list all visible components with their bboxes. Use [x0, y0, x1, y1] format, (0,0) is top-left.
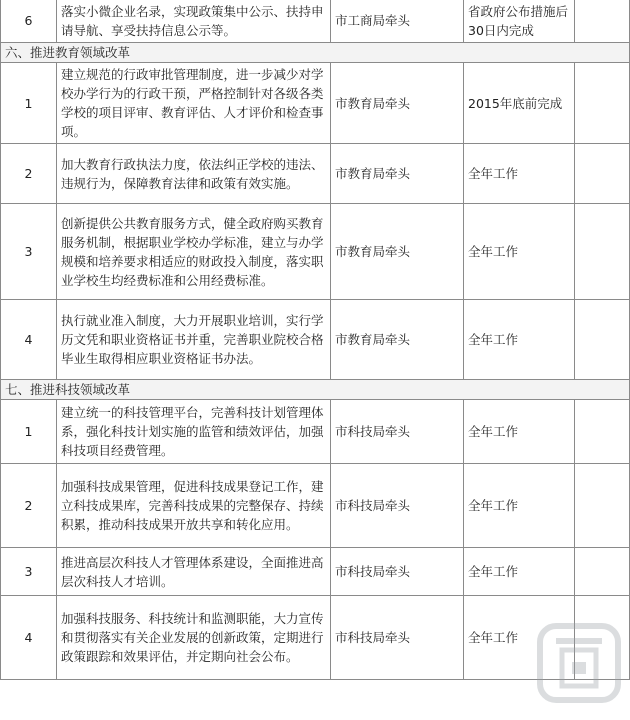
task-description: 加强科技成果管理，促进科技成果登记工作，建立科技成果库，完善科技成果的完整保存、持续积累，推动科技成果开放共享和转化应用。: [57, 464, 331, 548]
responsible-unit: 市教育局牵头: [331, 63, 464, 144]
remarks: [575, 400, 630, 464]
row-number: 4: [1, 596, 57, 680]
responsible-unit: 市教育局牵头: [331, 204, 464, 300]
table-row: [1, 300, 630, 380]
table-row: [1, 464, 630, 548]
deadline: 全年工作: [464, 144, 575, 204]
section-heading: 六、推进教育领域改革: [1, 43, 630, 63]
row-number: 3: [1, 548, 57, 596]
task-description: 推进高层次科技人才管理体系建设，全面推进高层次科技人才培训。: [57, 548, 331, 596]
row-number: 2: [1, 464, 57, 548]
task-description: 执行就业准入制度，大力开展职业培训，实行学历文凭和职业资格证书并重，完善职业院校合格毕业生取得相应职业资格证书办法。: [57, 300, 331, 380]
row-number: 2: [1, 144, 57, 204]
remarks: [575, 464, 630, 548]
deadline: 全年工作: [464, 548, 575, 596]
remarks: [575, 300, 630, 380]
row-number: 4: [1, 300, 57, 380]
table-row: [1, 63, 630, 144]
remarks: [575, 0, 630, 43]
section-heading-row: [1, 380, 630, 400]
responsible-unit: 市教育局牵头: [331, 300, 464, 380]
policy-table-body: [1, 0, 630, 680]
row-number: 1: [1, 400, 57, 464]
task-description: 加强科技服务、科技统计和监测职能，大力宣传和贯彻落实有关企业发展的创新政策，定期进行政策跟踪和效果评估，并定期向社会公布。: [57, 596, 331, 680]
task-description: 创新提供公共教育服务方式，健全政府购买教育服务机制，根据职业学校办学标准，建立与办学规模和培养要求相适应的财政投入制度，落实职业学校生均经费标准和公用经费标准。: [57, 204, 331, 300]
remarks: [575, 548, 630, 596]
responsible-unit: 市工商局牵头: [331, 0, 464, 43]
row-number: 6: [1, 0, 57, 43]
deadline: 全年工作: [464, 596, 575, 680]
deadline: 全年工作: [464, 464, 575, 548]
table-row: [1, 0, 630, 43]
responsible-unit: 市教育局牵头: [331, 144, 464, 204]
row-number: 3: [1, 204, 57, 300]
deadline: 全年工作: [464, 204, 575, 300]
deadline: 省政府公布措施后30日内完成: [464, 0, 575, 43]
table-row: [1, 144, 630, 204]
deadline: 全年工作: [464, 400, 575, 464]
section-heading-row: [1, 43, 630, 63]
task-description: 落实小微企业名录，实现政策集中公示、扶持申请导航、享受扶持信息公示等。: [57, 0, 331, 43]
deadline: 全年工作: [464, 300, 575, 380]
deadline: 2015年底前完成: [464, 63, 575, 144]
remarks: [575, 144, 630, 204]
remarks: [575, 63, 630, 144]
table-row: [1, 204, 630, 300]
responsible-unit: 市科技局牵头: [331, 400, 464, 464]
responsible-unit: 市科技局牵头: [331, 596, 464, 680]
table-row: [1, 548, 630, 596]
task-description: 建立统一的科技管理平台，完善科技计划管理体系，强化科技计划实施的监管和绩效评估，加强科技项目经费管理。: [57, 400, 331, 464]
task-description: 建立规范的行政审批管理制度，进一步减少对学校办学行为的行政干预，严格控制针对各级各类学校的项目评审、教育评估、人才评价和检查事项。: [57, 63, 331, 144]
table-row: [1, 400, 630, 464]
responsible-unit: 市科技局牵头: [331, 464, 464, 548]
row-number: 1: [1, 63, 57, 144]
watermark-logo: [534, 620, 624, 706]
section-heading: 七、推进科技领域改革: [1, 380, 630, 400]
task-description: 加大教育行政执法力度，依法纠正学校的违法、违规行为，保障教育法律和政策有效实施。: [57, 144, 331, 204]
remarks: [575, 204, 630, 300]
responsible-unit: 市科技局牵头: [331, 548, 464, 596]
